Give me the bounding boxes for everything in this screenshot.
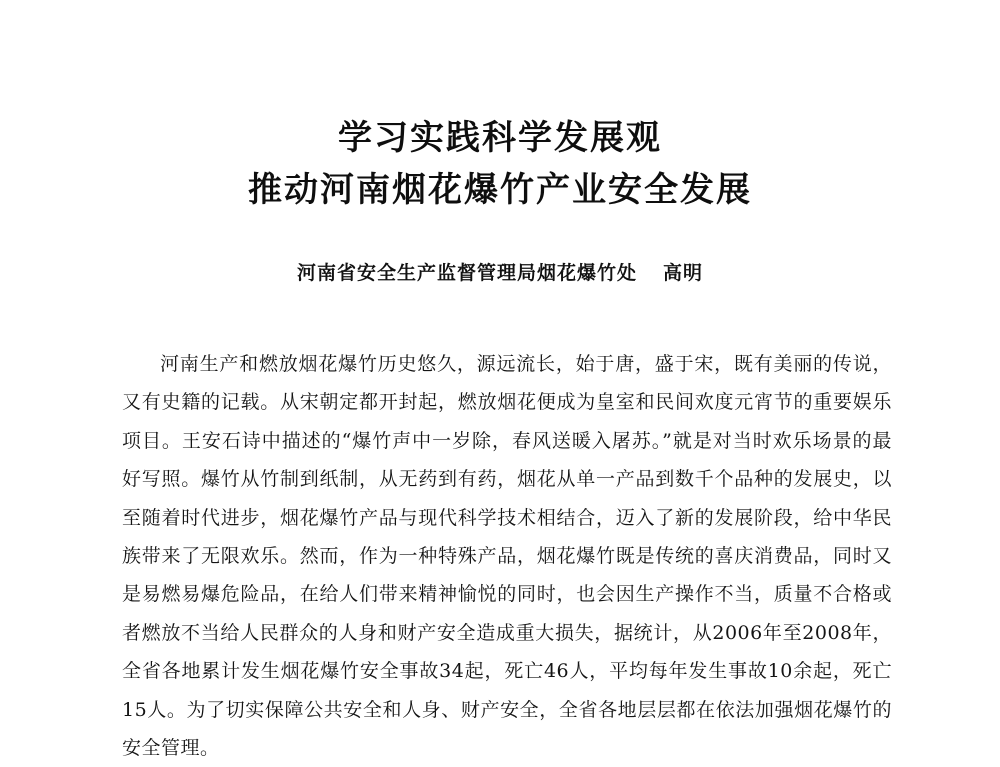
byline	[0, 258, 1000, 288]
body-paragraph: 河南生产和燃放烟花爆竹历史悠久，源远流长，始于唐，盛于宋，既有美丽的传说，又有史籍的记载。从宋朝定都开封起，燃放烟花便成为皇室和民间欢度元宵节的重要娱乐项目。王安石诗中描述的“爆竹声中一岁除，春风送暖入屠苏。”就是对当时欢乐场景的最好写照。爆竹从竹制到纸制，从无药到有药，烟花从单一产品到数千个品种的发展史，以至随着时代进步，烟花爆竹产品与现代科学技术相结合，迈入了新的发展阶段，给中华民族带来了无限欢乐。然而，作为一种特殊产品，烟花爆竹既是传统的喜庆消费品，同时又是易燃易爆危险品，在给人们带来精神愉悦的同时，也会因生产操作不当，质量不合格或者燃放不当给人民群众的人身和财产安全造成重大损失，据统计，从2006年至2008年，全省各地累计发生烟花爆竹安全事故34起，死亡46人，平均每年发生事故10余起，死亡15人。为了切实保障公共安全和人身、财产安全，全省各地层层都在依法加强烟花爆竹的安全管理。	[122, 353, 892, 760]
author-name: 高明	[663, 262, 704, 284]
article-title	[0, 112, 1000, 216]
title-line-1: 学习实践科学发展观	[338, 118, 662, 158]
author-organization: 河南省安全生产监督管理局烟花爆竹处	[296, 262, 637, 284]
title-line-2: 推动河南烟花爆竹产业安全发展	[248, 170, 752, 210]
